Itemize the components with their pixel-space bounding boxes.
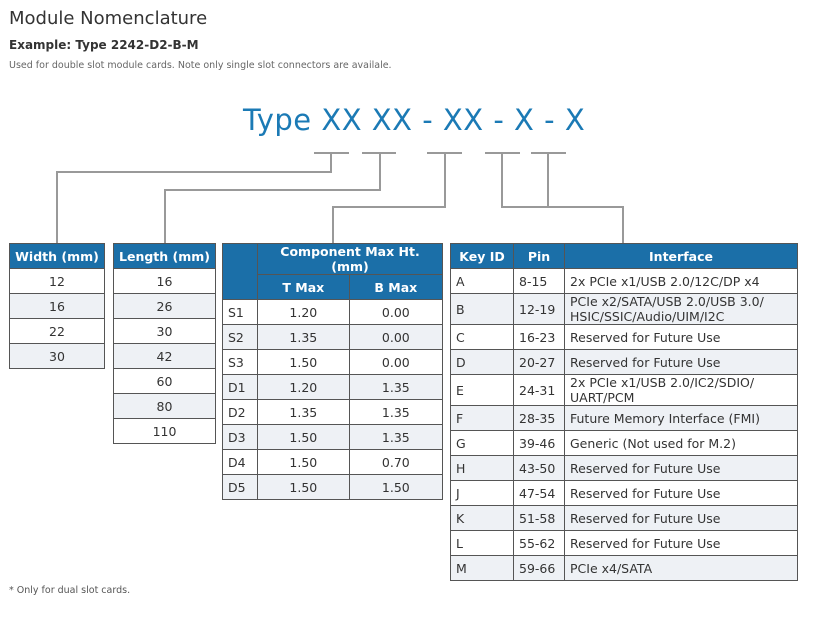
table-cell: E [451,375,514,406]
table-row [451,456,798,481]
table-cell: 22 [10,319,105,344]
example-subtitle: Example: Type 2242-D2-B-M [9,38,199,52]
table-cell: Generic (Not used for M.2) [565,431,798,456]
table-cell: 39-46 [514,431,565,456]
table-row [451,556,798,581]
table-cell: 24-31 [514,375,565,406]
table-cell: S2 [223,325,258,350]
type-code: Type XX XX - XX - X - X [243,103,586,137]
table-cell: 16 [10,294,105,319]
key-id-header: Key ID [451,244,514,269]
table-cell: G [451,431,514,456]
table-row [114,419,216,444]
component-header: Component Max Ht. (mm) [258,244,443,275]
table-cell: 16-23 [514,325,565,350]
table-row [223,375,443,400]
table-cell: 1.50 [258,350,350,375]
table-row [10,319,105,344]
table-cell: 1.20 [258,375,350,400]
width-header: Width (mm) [10,244,105,269]
table-cell: D5 [223,475,258,500]
table-cell: Future Memory Interface (FMI) [565,406,798,431]
table-row [451,350,798,375]
length-table [113,243,216,444]
table-cell: 59-66 [514,556,565,581]
table-cell: Reserved for Future Use [565,456,798,481]
table-cell: 0.00 [349,300,442,325]
table-row [451,375,798,406]
table-cell: D3 [223,425,258,450]
table-cell: 110 [114,419,216,444]
b-max-header: B Max [349,275,442,300]
length-header: Length (mm) [114,244,216,269]
table-cell: 12 [10,269,105,294]
pin-header: Pin [514,244,565,269]
table-cell: 8-15 [514,269,565,294]
table-cell: 55-62 [514,531,565,556]
table-cell: D2 [223,400,258,425]
table-row [451,506,798,531]
table-cell: 30 [10,344,105,369]
table-cell: H [451,456,514,481]
table-row [10,269,105,294]
table-cell: 1.35 [258,400,350,425]
table-cell: 1.35 [349,375,442,400]
table-cell: 0.00 [349,350,442,375]
key-table [450,243,798,581]
table-row [223,400,443,425]
table-cell: D4 [223,450,258,475]
table-cell: 12-19 [514,294,565,325]
table-cell: 0.70 [349,450,442,475]
table-row [114,294,216,319]
table-cell: Reserved for Future Use [565,350,798,375]
table-row [451,294,798,325]
table-cell: 43-50 [514,456,565,481]
table-cell: 0.00 [349,325,442,350]
table-cell: 42 [114,344,216,369]
table-cell: 1.50 [349,475,442,500]
table-row [223,475,443,500]
table-cell: 1.50 [258,450,350,475]
table-cell: 1.20 [258,300,350,325]
table-cell: 28-35 [514,406,565,431]
table-cell: L [451,531,514,556]
table-cell: 20-27 [514,350,565,375]
table-row [114,344,216,369]
table-cell: 1.50 [258,425,350,450]
table-row [10,344,105,369]
table-row [114,319,216,344]
table-row [451,531,798,556]
table-cell: 1.35 [349,400,442,425]
table-row [451,431,798,456]
component-height-table [222,243,443,500]
table-cell: D [451,350,514,375]
width-table [9,243,105,369]
table-cell: J [451,481,514,506]
table-cell: B [451,294,514,325]
table-row [223,425,443,450]
table-cell: K [451,506,514,531]
table-cell: F [451,406,514,431]
table-row [10,294,105,319]
table-cell: 1.50 [258,475,350,500]
table-cell: S1 [223,300,258,325]
table-cell: C [451,325,514,350]
table-cell: 60 [114,369,216,394]
note-text: Used for double slot module cards. Note only single slot connectors are availale. [9,60,392,71]
table-cell: 16 [114,269,216,294]
table-cell: 2x PCIe x1/USB 2.0/12C/DP x4 [565,269,798,294]
table-cell: 1.35 [349,425,442,450]
table-cell: 2x PCIe x1/USB 2.0/IC2/SDIO/ UART/PCM [565,375,798,406]
table-row [223,300,443,325]
table-cell: Reserved for Future Use [565,506,798,531]
table-cell: S3 [223,350,258,375]
table-cell: 80 [114,394,216,419]
page-title: Module Nomenclature [9,8,208,29]
interface-header: Interface [565,244,798,269]
table-cell: A [451,269,514,294]
table-row [114,369,216,394]
table-cell: Reserved for Future Use [565,325,798,350]
table-cell: PCIe x2/SATA/USB 2.0/USB 3.0/ HSIC/SSIC/Audio/UIM/I2C [565,294,798,325]
table-cell: PCIe x4/SATA [565,556,798,581]
table-row [451,325,798,350]
table-row [223,325,443,350]
table-row [223,350,443,375]
table-cell: 47-54 [514,481,565,506]
t-max-header: T Max [258,275,350,300]
table-row [451,406,798,431]
table-cell: Reserved for Future Use [565,531,798,556]
table-row [114,394,216,419]
table-cell: 51-58 [514,506,565,531]
table-cell: 30 [114,319,216,344]
table-cell: D1 [223,375,258,400]
table-cell: 26 [114,294,216,319]
table-row [223,450,443,475]
table-row [114,269,216,294]
table-cell: M [451,556,514,581]
table-row [451,269,798,294]
footnote: * Only for dual slot cards. [9,585,131,596]
table-cell: Reserved for Future Use [565,481,798,506]
table-cell: 1.35 [258,325,350,350]
table-row [451,481,798,506]
